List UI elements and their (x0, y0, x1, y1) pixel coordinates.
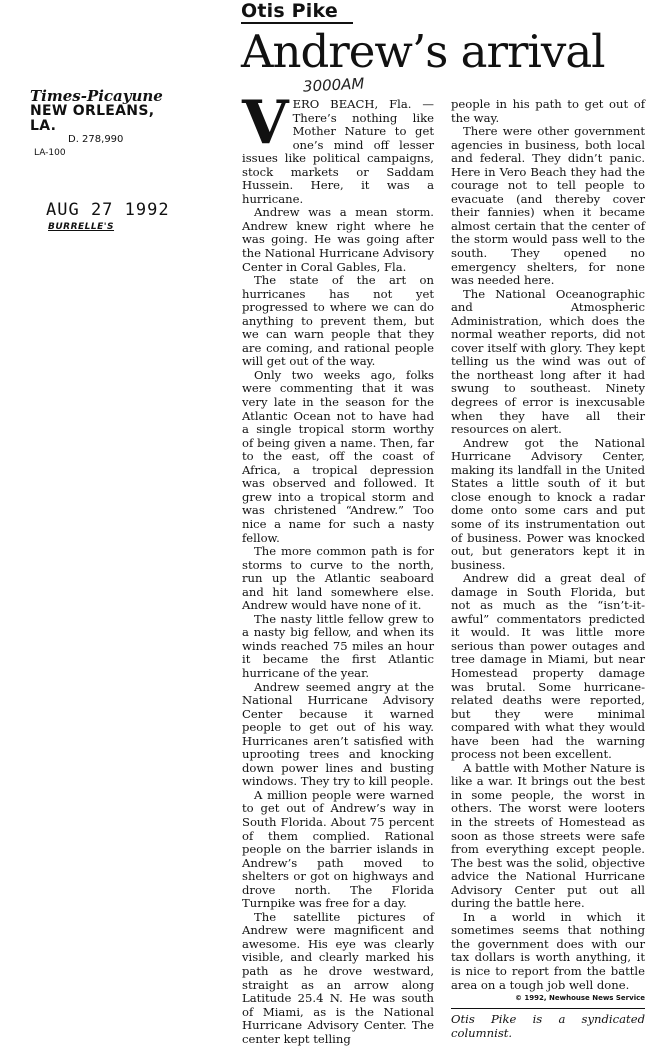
article-paragraph: A battle with Mother Nature is like a war. It brings out the best in some people, the worst in others. The worst were looters in the streets of Homestead as soon as those streets were safe from everything except people. The best was the solid, objective advice the National Hurricane Advisory Center put out all during the battle here. (451, 760, 645, 911)
article-paragraph: The state of the art on hurricanes has not yet progressed to where we can do anything to prevent them, but we can warn people that they are coming, and rational people will get out of the way. (242, 273, 434, 369)
drop-cap: V (242, 88, 289, 158)
byline-rule (241, 22, 353, 24)
article-paragraph: The nasty little fellow grew to a nasty big fellow, and when its winds reached 75 miles an hour it became the first Atlantic hurricane of the year. (242, 611, 434, 680)
article-paragraph: Only two weeks ago, folks were commenting that it was very late in the season for the Atlantic Ocean not to have had a single tropical storm worthy of being given a name. Then, far to the east, off the coast of Africa, a tropical depression was observed and followed. It grew into a tropical storm and was christened “Andrew.” Too nice a name for such a nasty fellow. (242, 367, 434, 545)
author-tagline: Otis Pike is a syndicated columnist. (451, 1012, 645, 1040)
article-paragraph: Andrew seemed angry at the National Hurricane Advisory Center because it warned people to get out of his way. Hurricanes aren’t satisfied with uprooting trees and knocking down power lines and busting windows. They try to kill people. (242, 679, 434, 789)
article-paragraph: In a world in which it sometimes seems that nothing the government does with our tax dollars is worth anything, it is nice to report from the battle area on a tough job well done. (451, 909, 645, 992)
article-paragraph: The National Oceanographic and Atmospheric Administration, which does the normal weather reports, did not cover itself with glory. They kept telling us the wind was out of the northeast long after it had swung to southeast. Ninety degrees of error is inexcusable when they have all their resources on alert. (451, 286, 645, 437)
article-paragraph: Andrew was a mean storm. Andrew knew right where he was going. He was going after the National Hurricane Advisory Center in Coral Gables, Fla. (242, 205, 434, 274)
paragraph-text: ERO BEACH, Fla. — There’s nothing like Mother Nature to get one’s mind off lesser issues like political campaigns, stock markets or Saddam Hussein. Here, it was a hurricane. (242, 97, 434, 206)
article-column-right (451, 98, 645, 1040)
date-stamp: AUG 27 1992 (46, 200, 170, 220)
article-column-left (242, 88, 434, 1046)
article-paragraph: The more common path is for storms to curve to the north, run up the Atlantic seaboard and hit land somewhere else. Andrew would have none of it. (242, 544, 434, 613)
circulation: D. 278,990 (68, 134, 124, 145)
clipping-stamp (30, 88, 170, 158)
article-paragraph: There were other government agencies in business, both local and federal. They didn’t panic. Here in Vero Beach they had the courage not to tell people to evacuate (and thereby cover their fannies) when it became almost certain that the center of the storm would pass well to the south. They opened no emergency shelters, for none was needed here. (451, 124, 645, 288)
newspaper-name: Times-Picayune (30, 87, 163, 105)
byline-header: Otis Pike (241, 0, 338, 22)
article-paragraph (242, 88, 434, 206)
copyright-notice: © 1992, Newhouse News Service (515, 994, 645, 1003)
article-paragraph: people in his path to get out of the way. (451, 97, 645, 125)
article-paragraph: The satellite pictures of Andrew were magnificent and awesome. His eye was clearly visible, and clearly marked his path as he drove westward, straight as an arrow along Latitude 25.4 N. He was south of Miami, as is the National Hurricane Advisory Center. The center kept telling (242, 909, 434, 1046)
article-paragraph: A million people were warned to get out of Andrew’s way in South Florida. About 75 percent of them complied. Rational people on the barrier islands in Andrew’s path moved to shelters or got on highways and drove north. The Florida Turnpike was free for a day. (242, 787, 434, 911)
article-paragraph: Andrew got the National Hurricane Advisory Center, making its landfall in the United States a little south of it but close enough to knock a radar dome onto some cars and put some of its instrumentation out of business. Power was knocked out, but generators kept it in business. (451, 435, 645, 572)
clipping-code: LA-100 (34, 148, 66, 158)
clipping-service: BURRELLE'S (48, 222, 115, 232)
handwritten-note: 3000AM (302, 74, 365, 96)
headline: Andrew’s arrival (241, 25, 605, 78)
newspaper-city: NEW ORLEANS, LA. (30, 103, 155, 134)
article-paragraph: Andrew did a great deal of damage in South Florida, but not as much as the “isn’t-it-awful” commentators predicted it would. It was little more serious than power outages and tree damage in Miami, but near Homestead property damage was brutal. Some hurricane-related deaths were reported, but they were minimal compared with what they would have been had the warning process not been excellent. (451, 571, 645, 762)
